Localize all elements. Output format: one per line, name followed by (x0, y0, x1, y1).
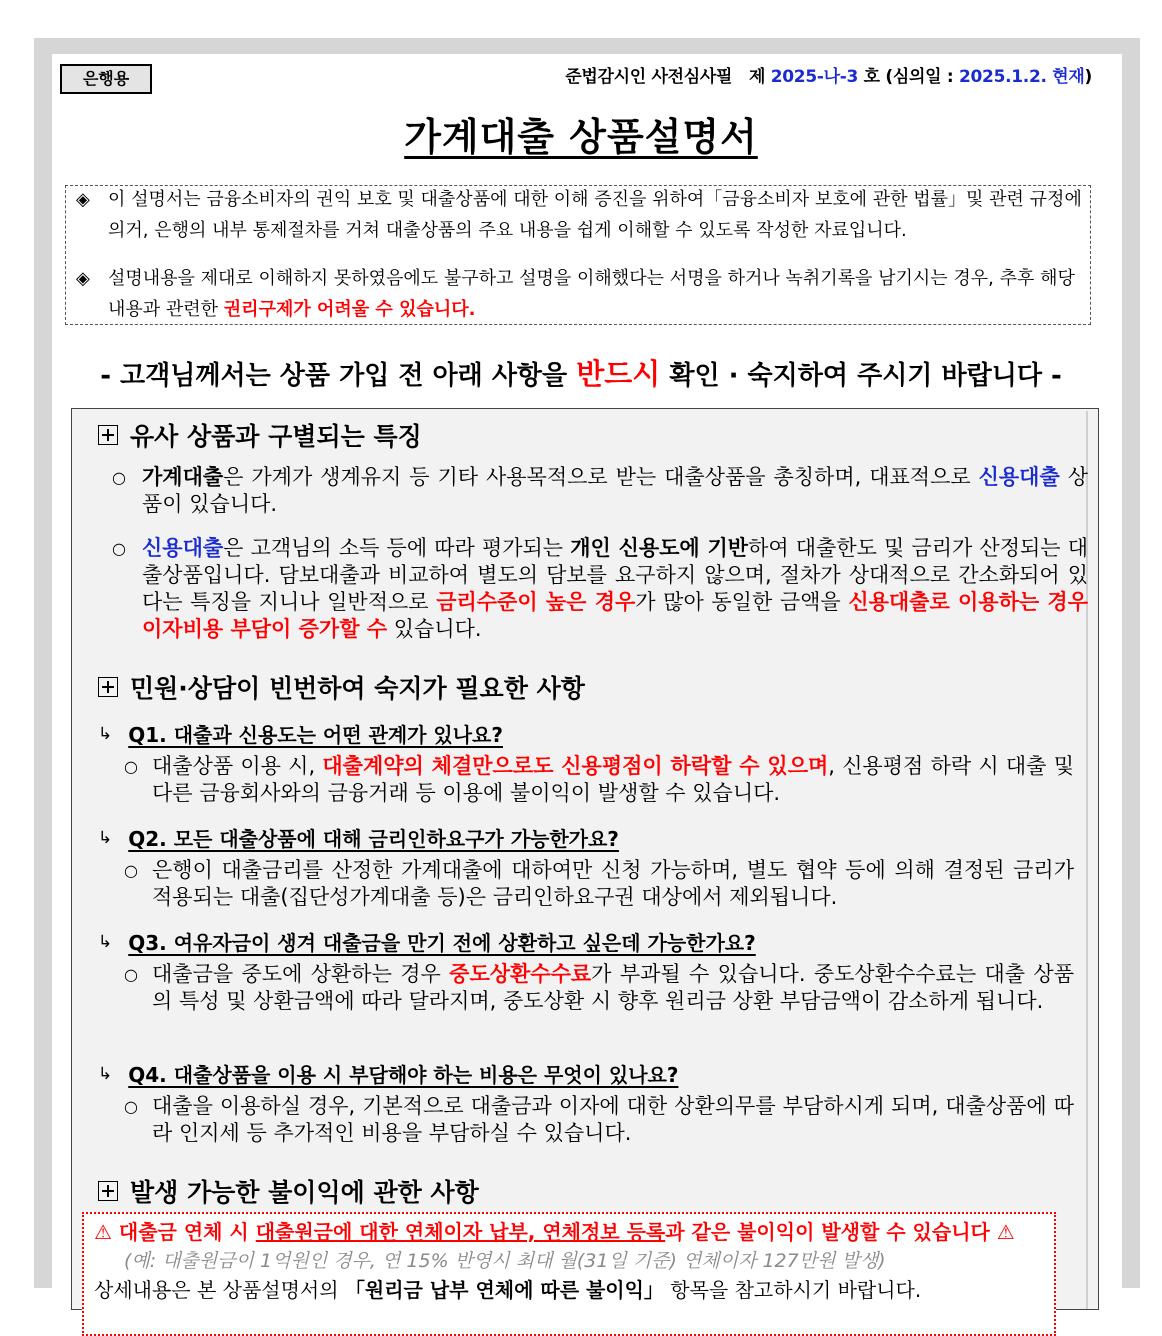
banner-emphasis: 반드시 (576, 357, 661, 391)
review-prefix: 준법감시인 사전심사필 (565, 67, 733, 87)
plus-box-icon (98, 425, 118, 445)
section-heading-disadvantages (98, 1173, 479, 1209)
notice-box (65, 185, 1091, 325)
faq-answer-1 (124, 753, 1074, 807)
notice-item-2-text: 설명내용을 제대로 이해하지 못하였음에도 불구하고 설명을 이해했다는 서명을 하거나 녹취기록을 남기시는 경우, 추후 해당 내용과 관련한 (108, 268, 1075, 320)
question-2-text: Q2. 모든 대출상품에 대해 금리인하요구가 가능한가요? (128, 827, 619, 851)
faq-question-4 (98, 1059, 678, 1088)
answer-2-text: 은행이 대출금리를 산정한 가계대출에 대하여만 신청 가능하며, 별도 협약 등에 의해 결정된 금리가 적용되는 대출(집단성가계대출 등)은 금리인하요구권 대상에서 제외됩니다. (152, 858, 1074, 909)
banner-pre: - 고객님께서는 상품 가입 전 아래 사항을 (100, 361, 568, 391)
faq-question-3 (98, 927, 756, 956)
overdue-warning-box (82, 1212, 1056, 1336)
detail-reference (94, 1274, 921, 1303)
overdue-example: (예: 대출원금이 1억원인 경우, 연 15% 반영시 최대 월(31일 기준) 연체이자 127만원 발생) (124, 1250, 886, 1272)
plus-box-icon (98, 677, 118, 697)
banner-post: 확인 · 숙지하여 주시기 바랍니다 - (669, 361, 1062, 391)
question-1-text: Q1. 대출과 신용도는 어떤 관계가 있나요? (128, 723, 503, 747)
warning-post: 과 같은 불이익이 발생할 수 있습니다 ⚠ (665, 1220, 1015, 1244)
circle-bullet-icon: ○ (112, 468, 126, 487)
answer-1-text-2: , 신용평점 하락 시 대출 및 다른 금융회사와의 금융거래 등 이용에 불이익이 발생할 수 있습니다. (152, 754, 1074, 805)
diamond-bullet-icon: ◈ (76, 268, 90, 289)
review-number: 2025-나-3 (770, 67, 859, 87)
section-1-title: 유사 상품과 구별되는 특징 (130, 422, 422, 451)
bank-use-badge: 은행용 (60, 64, 152, 94)
question-4-text: Q4. 대출상품을 이용 시 부담해야 하는 비용은 무엇이 있나요? (128, 1063, 679, 1087)
features-bullet-1 (112, 464, 1088, 518)
bullet-2-red-1: 금리수준이 높은 경우 (436, 590, 636, 614)
answer-1-red: 대출계약의 체결만으로도 신용평점이 하락할 수 있으며 (322, 754, 829, 778)
answer-1-text-1: 대출상품 이용 시, (152, 754, 316, 778)
answer-3-red: 중도상환수수료 (449, 962, 592, 986)
warning-pre: ⚠ 대출금 연체 시 (94, 1220, 249, 1244)
plus-box-icon (98, 1181, 118, 1201)
faq-answer-4 (124, 1093, 1074, 1147)
answer-4-text: 대출을 이용하실 경우, 기본적으로 대출금과 이자에 대한 상환의무를 부담하시게 되며, 대출상품에 따라 인지세 등 추가적인 비용을 부담하실 수 있습니다. (152, 1094, 1074, 1145)
features-bullet-2 (112, 535, 1088, 643)
circle-bullet-icon: ○ (124, 1097, 138, 1116)
circle-bullet-icon: ○ (124, 965, 138, 984)
return-arrow-icon: ↳ (98, 1063, 113, 1084)
detail-pre: 상세내용은 본 상품설명서의 (94, 1278, 339, 1302)
notice-item-2 (66, 263, 1090, 325)
document-page (52, 54, 1122, 1302)
review-no-label: 제 (749, 67, 766, 87)
circle-bullet-icon: ○ (124, 861, 138, 880)
answer-3-text-2: 가 부과될 수 있습니다. 중도상환수수료는 대출 상품의 특성 및 상환금액에 따라 달라지며, 중도상환 시 향후 원리금 상환 부담금액이 감소하게 됩니다. (152, 962, 1074, 1013)
term-credit-loan: 신용대출 (978, 465, 1060, 489)
bullet-1-tail: 상품이 있습니다. (142, 465, 1088, 516)
circle-bullet-icon: ○ (112, 539, 126, 558)
term-household-loan: 가계대출 (142, 465, 224, 489)
bullet-2-text-1: 은 고객님의 소득 등에 따라 평가되는 (223, 536, 564, 560)
section-2-title: 민원·상담이 빈번하여 숙지가 필요한 사항 (130, 674, 585, 703)
confirmation-banner (52, 352, 1110, 393)
term-credit-loan-2: 신용대출 (142, 536, 224, 560)
bullet-2-bold: 개인 신용도에 기반 (570, 536, 749, 560)
notice-item-1 (66, 184, 1090, 246)
detail-bold: 「원리금 납부 연체에 따른 불이익」 (344, 1278, 664, 1302)
review-current: 현재 (1052, 67, 1085, 87)
return-arrow-icon: ↳ (98, 723, 113, 744)
faq-answer-3 (124, 961, 1074, 1015)
detail-post: 항목을 참고하시기 바랍니다. (670, 1278, 922, 1302)
compliance-review-line (565, 62, 1092, 87)
bullet-2-text-2: 하여 대출한도 및 금리가 산정되는 대출상품입니다. 담보대출과 비교하여 별도의 담보를 요구하지 않으며, 절차가 상대적으로 간소화되어 있다는 특징을 지니나 일반적으로 (142, 536, 1088, 614)
section-3-title: 발생 가능한 불이익에 관한 사항 (130, 1178, 479, 1207)
bullet-2-text-4: 있습니다. (387, 617, 482, 641)
faq-question-1 (98, 719, 503, 748)
bullet-2-red-2: 신용대출로 이용하는 경우 이자비용 부담이 증가할 수 (142, 590, 1088, 641)
faq-question-2 (98, 823, 619, 852)
return-arrow-icon: ↳ (98, 827, 113, 848)
circle-bullet-icon: ○ (124, 757, 138, 776)
section-heading-features (98, 417, 422, 453)
bullet-1-text: 은 가계가 생계유지 등 기타 사용목적으로 받는 대출상품을 총칭하며, 대표적으로 (223, 465, 971, 489)
notice-item-2-warning: 권리구제가 어려울 수 있습니다. (223, 299, 476, 320)
warning-underlined: 대출원금에 대한 연체이자 납부, 연체정보 등록 (255, 1220, 666, 1244)
notice-item-1-text: 이 설명서는 금융소비자의 권익 보호 및 대출상품에 대한 이해 증진을 위하여「금융소비자 보호에 관한 법률」및 관련 규정에 의거, 은행의 내부 통제절차를 거쳐 대출상품의 주요 내용을 쉽게 이해할 수 있도록 작성한 자료입니다. (108, 189, 1082, 241)
answer-3-text-1: 대출금을 중도에 상환하는 경우 (152, 962, 441, 986)
review-date: 2025.1.2. (958, 67, 1047, 87)
review-close: ) (1084, 67, 1092, 87)
review-no-suffix: 호 (심의일 : (863, 67, 954, 87)
content-area (74, 411, 1088, 1309)
diamond-bullet-icon: ◈ (76, 189, 90, 210)
content-box (71, 408, 1099, 1310)
bullet-2-text-3: 가 많아 동일한 금액을 (635, 590, 841, 614)
question-3-text: Q3. 여유자금이 생겨 대출금을 만기 전에 상환하고 싶은데 가능한가요? (128, 931, 756, 955)
return-arrow-icon: ↳ (98, 931, 113, 952)
section-heading-faq (98, 669, 585, 705)
document-title: 가계대출 상품설명서 (404, 115, 758, 159)
overdue-warning-line (94, 1216, 1015, 1245)
faq-answer-2 (124, 857, 1074, 911)
